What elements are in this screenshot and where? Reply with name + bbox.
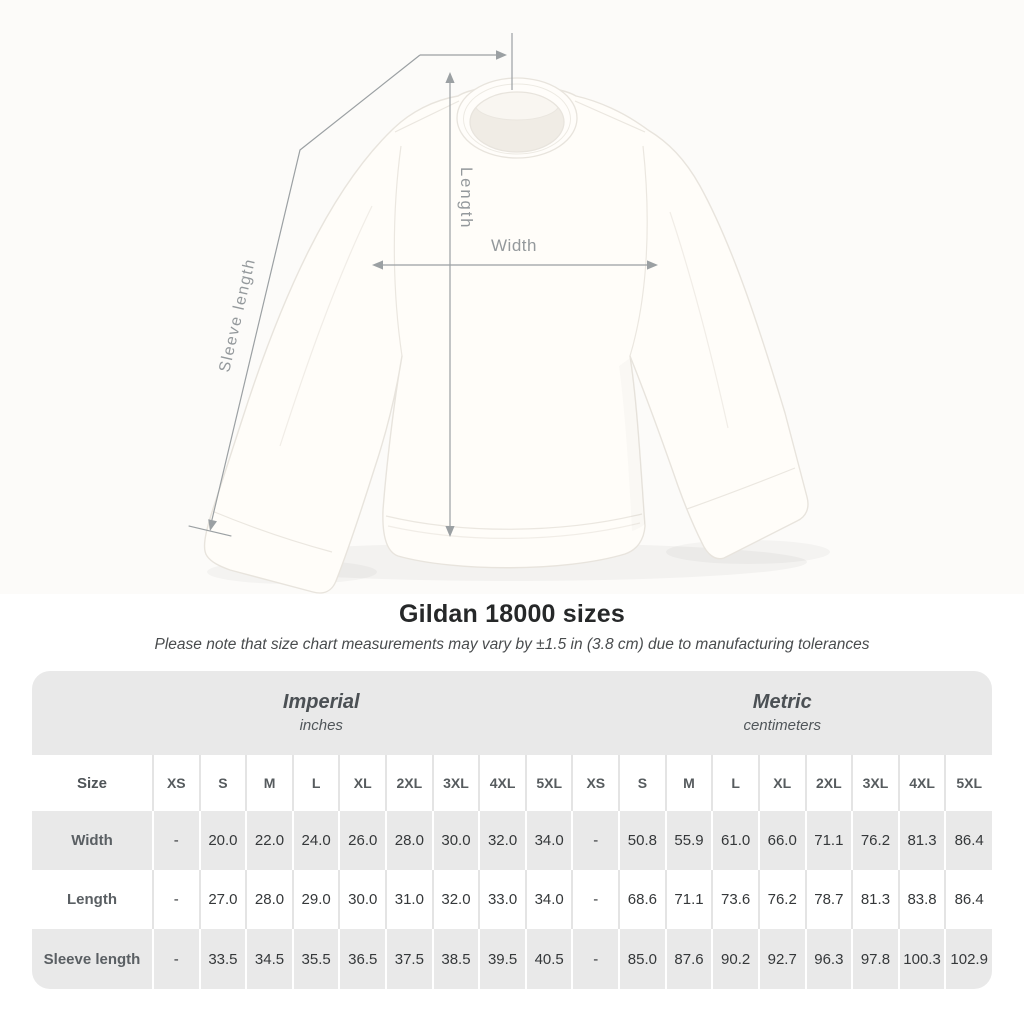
value-cell: 36.5: [339, 929, 386, 989]
value-cell: 32.0: [433, 870, 480, 929]
width-row: [32, 811, 992, 870]
row-label-sleeve-length: Sleeve length: [43, 950, 141, 968]
value-cell: 81.3: [899, 811, 946, 870]
value-cell: 24.0: [293, 811, 340, 870]
value-cell: 92.7: [759, 929, 806, 989]
size-metric-3xl: 3XL: [852, 755, 899, 811]
tolerance-note: Please note that size chart measurements may vary by ±1.5 in (3.8 cm) due to manufacturing tolerances: [154, 636, 870, 653]
value-cell: 55.9: [666, 811, 713, 870]
value-cell: 71.1: [806, 811, 853, 870]
value-cell: 71.1: [666, 870, 713, 929]
row-label-length: Length: [67, 891, 117, 908]
value-cell: 85.0: [619, 929, 666, 989]
width-label: Width: [491, 236, 537, 255]
imperial-group-header: [32, 671, 572, 755]
value-cell: -: [153, 811, 200, 870]
value-cell: 35.5: [293, 929, 340, 989]
value-cell: 34.5: [246, 929, 293, 989]
sweatshirt: [205, 78, 808, 593]
size-imperial-l: L: [293, 755, 340, 811]
value-cell: 83.8: [899, 870, 946, 929]
value-cell: 31.0: [386, 870, 433, 929]
value-cell: 73.6: [712, 870, 759, 929]
value-cell: 28.0: [246, 870, 293, 929]
length-row: [32, 870, 992, 929]
size-imperial-3xl: 3XL: [433, 755, 480, 811]
size-imperial-2xl: 2XL: [386, 755, 433, 811]
size-metric-l: L: [712, 755, 759, 811]
value-cell: -: [572, 929, 619, 989]
size-imperial-xs: XS: [153, 755, 200, 811]
size-metric-xl: XL: [759, 755, 806, 811]
size-header: Size: [76, 774, 107, 792]
neck-leader-arrowhead: [496, 50, 507, 60]
imperial-unit: inches: [299, 717, 343, 734]
size-metric-m: M: [666, 755, 713, 811]
size-chart-table: [32, 671, 992, 989]
size-imperial-xl: XL: [339, 755, 386, 811]
value-cell: 68.6: [619, 870, 666, 929]
metric-group-header: [572, 671, 992, 755]
value-cell: 28.0: [386, 811, 433, 870]
value-cell: 32.0: [479, 811, 526, 870]
value-cell: 87.6: [666, 929, 713, 989]
size-metric-4xl: 4XL: [899, 755, 946, 811]
value-cell: 34.0: [526, 870, 573, 929]
value-cell: 40.5: [526, 929, 573, 989]
value-cell: 30.0: [433, 811, 480, 870]
value-cell: 20.0: [200, 811, 247, 870]
length-arrow-up: [445, 72, 454, 83]
size-metric-5xl: 5XL: [945, 755, 992, 811]
value-cell: 97.8: [852, 929, 899, 989]
value-cell: 30.0: [339, 870, 386, 929]
imperial-label: Imperial: [282, 691, 360, 713]
length-label: Length: [457, 167, 475, 230]
value-cell: 34.0: [526, 811, 573, 870]
value-cell: 81.3: [852, 870, 899, 929]
value-cell: -: [153, 929, 200, 989]
size-imperial-m: M: [246, 755, 293, 811]
sleeve-length-row: [32, 929, 992, 989]
value-cell: 100.3: [899, 929, 946, 989]
value-cell: 39.5: [479, 929, 526, 989]
size-imperial-4xl: 4XL: [479, 755, 526, 811]
value-cell: 37.5: [386, 929, 433, 989]
value-cell: 33.0: [479, 870, 526, 929]
value-cell: 38.5: [433, 929, 480, 989]
size-metric-xs: XS: [572, 755, 619, 811]
value-cell: 76.2: [759, 870, 806, 929]
size-imperial-s: S: [200, 755, 247, 811]
size-metric-2xl: 2XL: [806, 755, 853, 811]
value-cell: -: [572, 870, 619, 929]
metric-unit: centimeters: [743, 717, 821, 734]
value-cell: 26.0: [339, 811, 386, 870]
value-cell: 50.8: [619, 811, 666, 870]
value-cell: 76.2: [852, 811, 899, 870]
value-cell: 27.0: [200, 870, 247, 929]
value-cell: 86.4: [945, 870, 992, 929]
size-chart: [32, 671, 992, 989]
value-cell: 29.0: [293, 870, 340, 929]
size-header-row: [32, 755, 992, 811]
unit-group-row: [32, 671, 992, 755]
value-cell: 96.3: [806, 929, 853, 989]
value-cell: -: [572, 811, 619, 870]
value-cell: -: [153, 870, 200, 929]
value-cell: 90.2: [712, 929, 759, 989]
metric-label: Metric: [752, 691, 812, 713]
value-cell: 78.7: [806, 870, 853, 929]
value-cell: 102.9: [945, 929, 992, 989]
sleeve-length-label: Sleeve length: [216, 256, 260, 374]
value-cell: 33.5: [200, 929, 247, 989]
value-cell: 66.0: [759, 811, 806, 870]
row-label-width: Width: [71, 832, 113, 849]
sweatshirt-body: [205, 86, 808, 593]
value-cell: 61.0: [712, 811, 759, 870]
size-imperial-5xl: 5XL: [526, 755, 573, 811]
value-cell: 22.0: [246, 811, 293, 870]
value-cell: 86.4: [945, 811, 992, 870]
size-metric-s: S: [619, 755, 666, 811]
page-title: Gildan 18000 sizes: [399, 600, 625, 628]
